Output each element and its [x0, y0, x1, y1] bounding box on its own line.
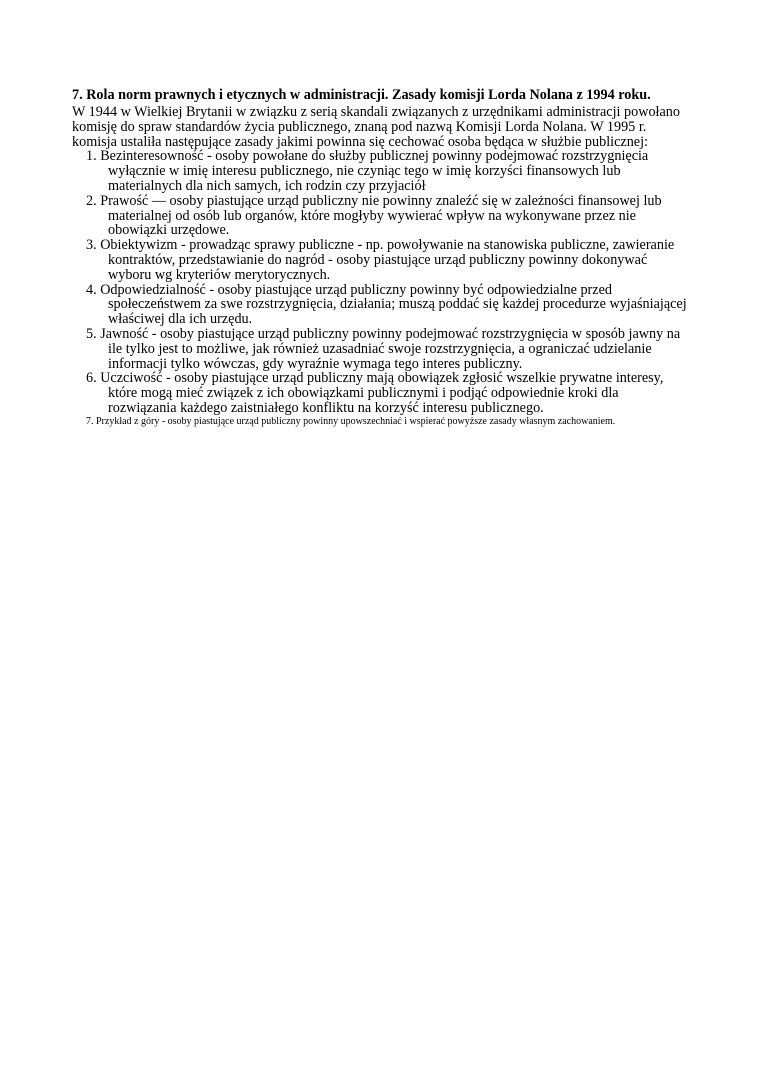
list-item: 6. Uczciwość - osoby piastujące urząd publiczny mają obowiązek zgłosić wszelkie prywatne interesy, które mogą mieć związek z ich obowiązkami publicznymi i podjąć odpowiednie kroki dla rozwiązania każdego zaistniałego konfliktu na korzyść interesu publicznego.: [86, 370, 664, 416]
list-item: 2. Prawość — osoby piastujące urząd publiczny nie powinny znaleźć się w zależności finansowej lub materialnej od osób lub organów, które mogłyby wywierać wpływ na wykonywane przez nie obowiązki urzędowe.: [86, 192, 662, 239]
list-item: 5. Jawność - osoby piastujące urząd publiczny powinny podejmować rozstrzygnięcia w sposób jawny na ile tylko jest to możliwe, jak również uzasadniać swoje rozstrzygnięcia, a ograniczać udzielanie informacji tylko wówczas, gdy wyraźnie wymaga tego interes publiczny.: [86, 325, 681, 372]
list-item: 1. Bezinteresowność - osoby powołane do służby publicznej powinny podejmować rozstrzygnięcia wyłącznie w imię interesu publicznego, nie czyniąc tego w imię korzyści finansowych lub materialnych dla nich samych, ich rodzin czy przyjaciół: [86, 148, 649, 194]
section-heading: 7. Rola norm prawnych i etycznych w administracji. Zasady komisji Lorda Nolana z 1994 roku.: [72, 87, 651, 103]
list-item-small: 7. Przykład z góry - osoby piastujące urząd publiczny powinny upowszechniać i wspierać powyższe zasady własnym zachowaniem.: [86, 415, 616, 427]
document-page: [72, 86, 688, 427]
principles-list: [72, 149, 688, 415]
list-item: 3. Obiektywizm - prowadząc sprawy publiczne - np. powoływanie na stanowiska publiczne, zawieranie kontraktów, przedstawianie do nagród - osoby piastujące urząd publiczny powinny dokonywać wyboru wg kryteriów merytorycznych.: [86, 237, 675, 283]
list-item: 4. Odpowiedzialność - osoby piastujące urząd publiczny powinny być odpowiedzialne przed społeczeństwem za swe rozstrzygnięcia, działania; muszą poddać się każdej procedurze wyjaśniającej właściwej dla ich urzędu.: [86, 281, 687, 328]
intro-paragraph: W 1944 w Wielkiej Brytanii w związku z serią skandali związanych z urzędnikami administracji powołano komisję do spraw standardów życia publicznego, znaną pod nazwą Komisji Lorda Nolana. W 1995 r. komisja ustaliła następujące zasady jakimi powinna się cechować osoba będąca w służbie publicznej:: [72, 104, 680, 150]
